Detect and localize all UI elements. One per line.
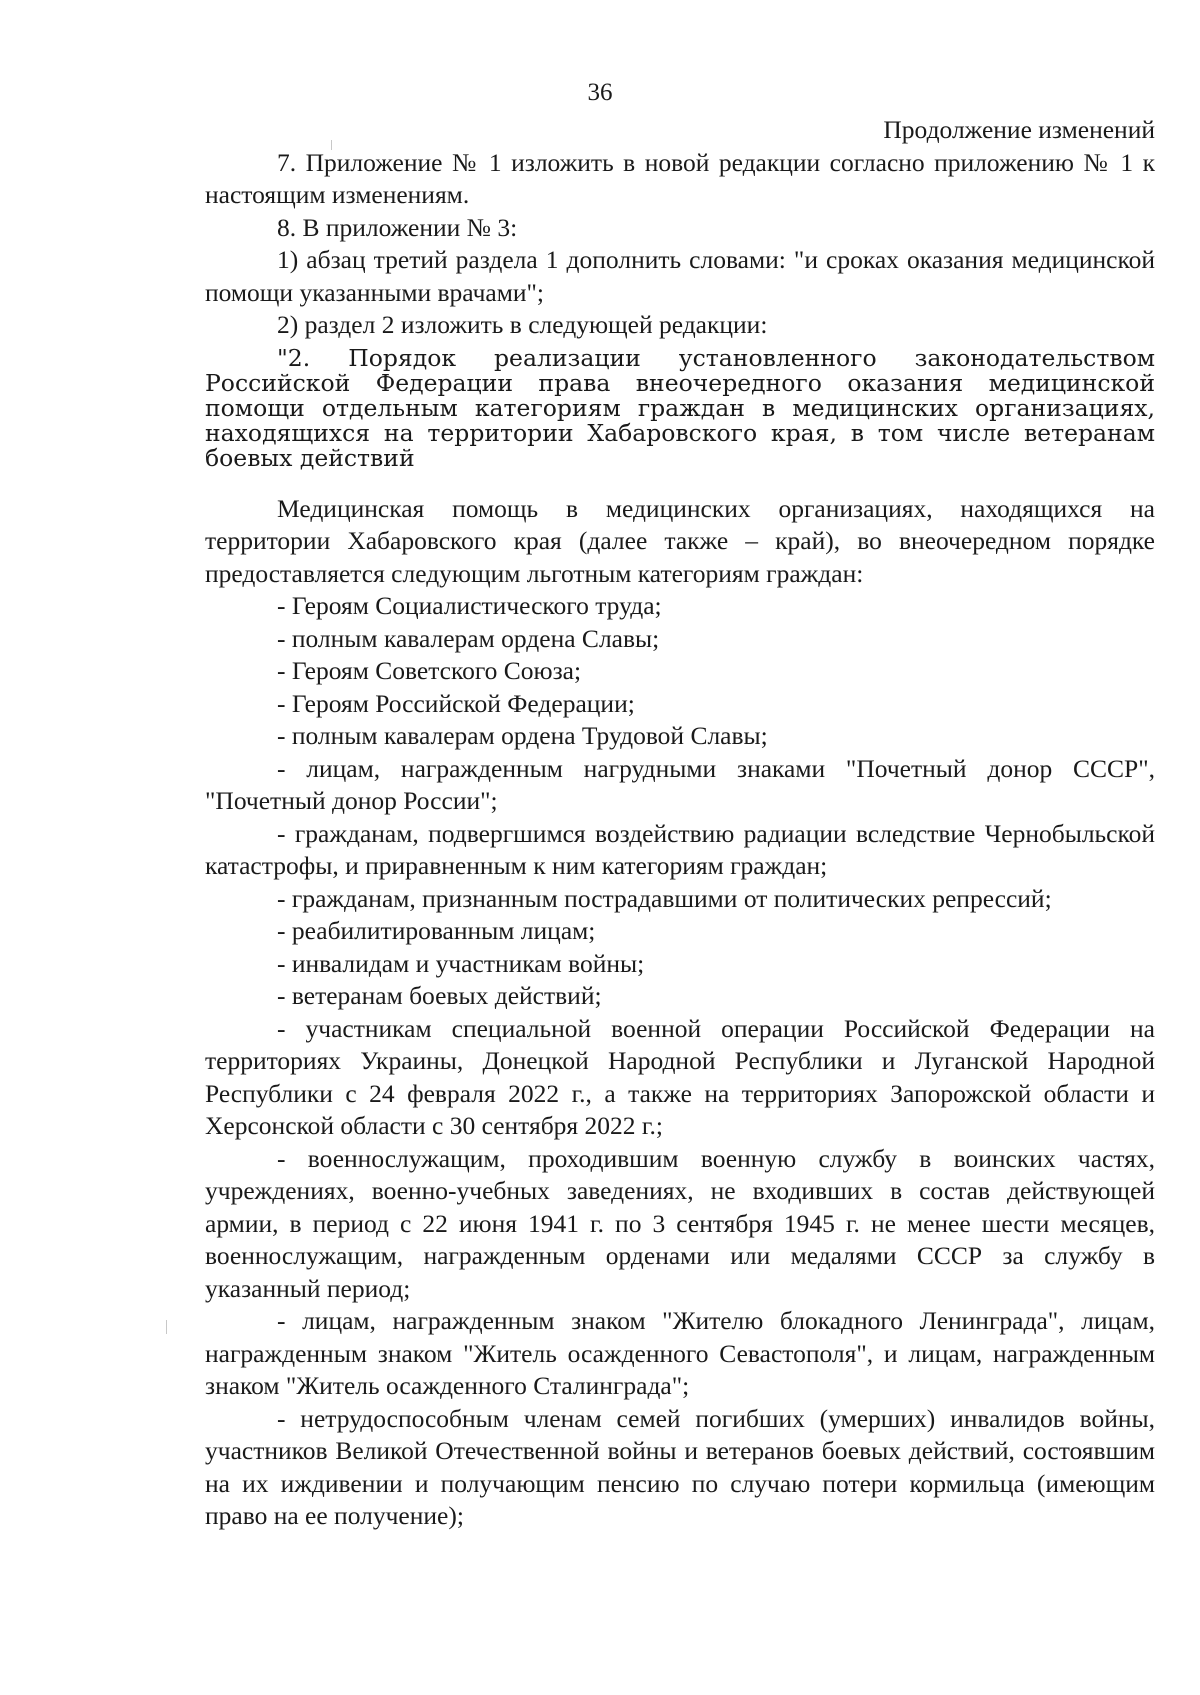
paragraph: 7. Приложение № 1 изложить в новой редакции согласно приложению № 1 к настоящим изменениям. xyxy=(205,147,1155,209)
document-body xyxy=(205,114,1155,1533)
continuation-label: Продолжение изменений xyxy=(883,115,1155,144)
scan-artifact-line xyxy=(166,1320,167,1334)
list-item: - Героям Социалистического труда; xyxy=(277,591,662,620)
list-item: - инвалидам и участникам войны; xyxy=(277,948,645,978)
list-item: - ветеранам боевых действий; xyxy=(277,981,602,1010)
section-title: "2. Порядок реализации установленного законодательством Российской Федерации права внеочередного оказания медицинской помощи отдельным категориям граждан в медицинских организациях, находящихся на территории Хабаровского края, в том числе ветеранам боевых действий xyxy=(205,343,1155,472)
list-item: - полным кавалерам ордена Славы; xyxy=(277,623,660,653)
intro-paragraph: Медицинская помощь в медицинских организациях, находящихся на территории Хабаровского края (далее также – край), во внеочередном порядке предоставляется следующим льготным категориям граждан: xyxy=(205,493,1155,588)
paragraph: 8. В приложении № 3: xyxy=(277,212,518,242)
paragraph: 1) абзац третий раздела 1 дополнить словами: "и сроках оказания медицинской помощи указанными врачами"; xyxy=(205,245,1155,307)
list-item: - лицам, награжденным знаком "Жителю блокадного Ленинграда", лицам, награжденным знаком "Житель осажденного Севастополя", и лицам, награжденным знаком "Житель осажденного Сталинграда"; xyxy=(205,1306,1155,1400)
list-item: - нетрудоспособным членам семей погибших (умерших) инвалидов войны, участников Великой Отечественной войны и ветеранов боевых действий, состоявшим на их иждивении и получающим пенсию по случаю потери кормильца (имеющим право на ее получение); xyxy=(205,1403,1155,1530)
list-item: - гражданам, признанным пострадавшими от политических репрессий; xyxy=(277,883,1052,913)
list-item: - гражданам, подвергшимся воздействию радиации вследствие Чернобыльской катастрофы, и приравненным к ним категориям граждан; xyxy=(205,818,1155,880)
list-item: - военнослужащим, проходившим военную службу в воинских частях, учреждениях, военно-учебных заведениях, не входивших в состав действующей армии, в период с 22 июня 1941 г. по 3 сентября 1945 г. не менее шести месяцев, военнослужащим, награжденным орденами или медалями СССР за службу в указанный период; xyxy=(205,1143,1155,1303)
list-item: - реабилитированным лицам; xyxy=(277,916,596,945)
list-item: - Героям Советского Союза; xyxy=(277,656,582,685)
list-item: - лицам, награжденным нагрудными знаками "Почетный донор СССР", "Почетный донор России"; xyxy=(205,753,1155,815)
paragraph: 2) раздел 2 изложить в следующей редакции: xyxy=(277,310,768,339)
page-number: 36 xyxy=(587,79,613,106)
list-item: - полным кавалерам ордена Трудовой Славы; xyxy=(277,721,768,750)
list-item: - участникам специальной военной операции Российской Федерации на территориях Украины, Донецкой Народной Республики и Луганской Народной Республики с 24 февраля 2022 г., а также на территориях Запорожской области и Херсонской области с 30 сентября 2022 г.; xyxy=(205,1013,1155,1140)
list-item: - Героям Российской Федерации; xyxy=(277,688,635,718)
